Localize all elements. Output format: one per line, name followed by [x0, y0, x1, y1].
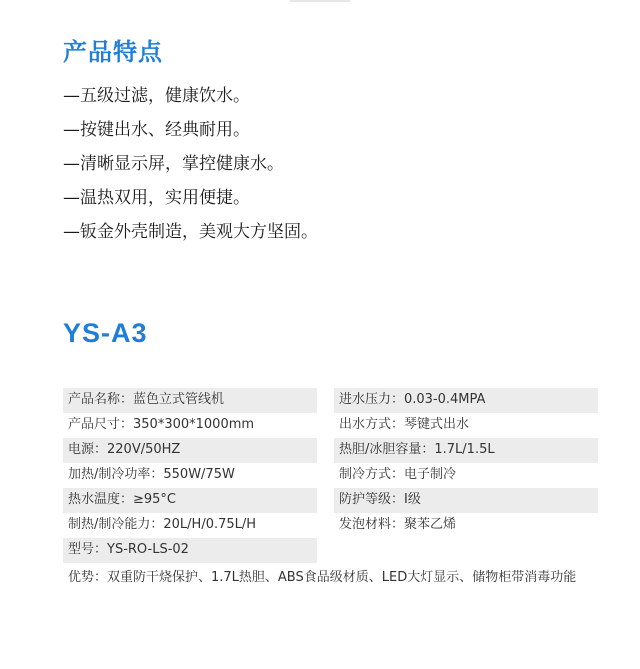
spec-row: 电源：220V/50HZ [63, 438, 317, 463]
spec-row: 发泡材料：聚苯乙烯 [339, 517, 457, 532]
feature-item: —五级过滤，健康饮水。 [63, 86, 250, 106]
spec-row: 型号：YS-RO-LS-02 [63, 538, 317, 563]
spec-row: 产品名称：蓝色立式管线机 [63, 388, 317, 413]
feature-item: —按键出水、经典耐用。 [63, 120, 250, 140]
feature-item: —钣金外壳制造，美观大方坚固。 [63, 222, 318, 242]
features-title: 产品特点 [63, 38, 163, 66]
spec-table-left [63, 388, 317, 563]
spec-row: 制热/制冷能力：20L/H/0.75L/H [68, 517, 257, 532]
spec-table-right [334, 388, 598, 538]
model-title: YS-A3 [63, 318, 148, 348]
spec-row: 进水压力：0.03-0.4MPA [334, 388, 598, 413]
advantage-text: 优势：双重防干烧保护、1.7L热胆、ABS食品级材质、LED大灯显示、储物柜带消毒功能 [68, 570, 577, 585]
spec-row: 热水温度：≥95°C [63, 488, 317, 513]
spec-row: 出水方式：琴键式出水 [339, 417, 470, 432]
feature-item: —温热双用，实用便捷。 [63, 188, 250, 208]
top-divider [290, 0, 350, 2]
feature-list [63, 79, 318, 249]
feature-item: —清晰显示屏，掌控健康水。 [63, 154, 284, 174]
spec-row: 制冷方式：电子制冷 [339, 467, 457, 482]
spec-row: 加热/制冷功率：550W/75W [68, 467, 235, 482]
spec-row: 产品尺寸：350*300*1000mm [68, 417, 255, 432]
spec-row: 防护等级：I级 [334, 488, 598, 513]
spec-row: 热胆/冰胆容量：1.7L/1.5L [334, 438, 598, 463]
